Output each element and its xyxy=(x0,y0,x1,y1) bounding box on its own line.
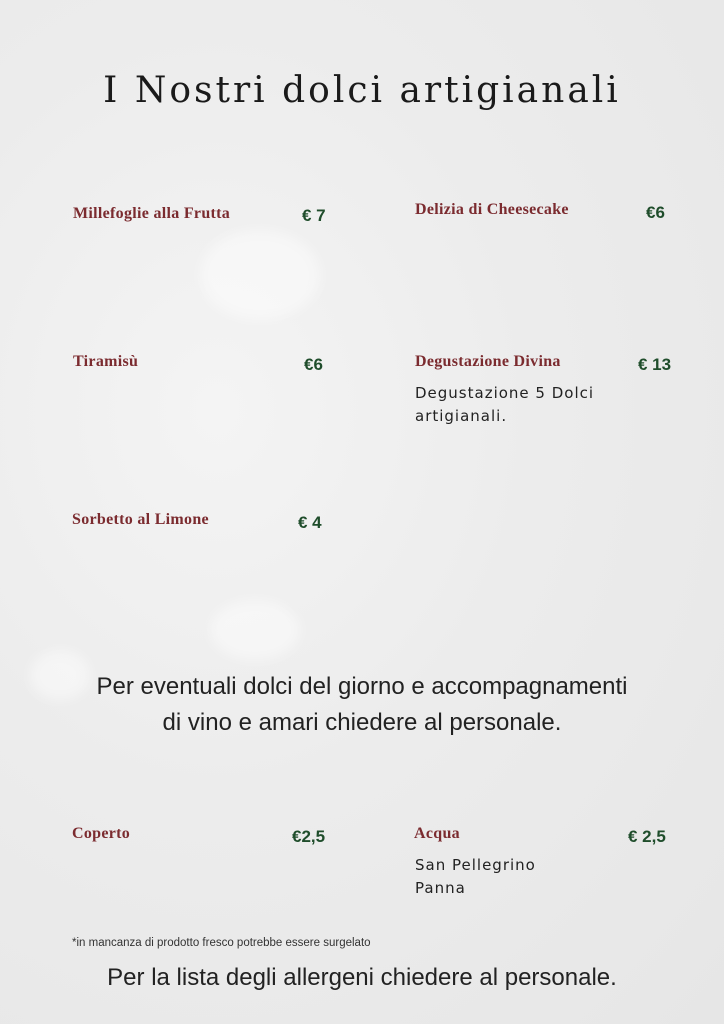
item-name-cheesecake: Delizia di Cheesecake xyxy=(415,201,569,218)
item-price-degustazione: € 13 xyxy=(638,355,672,374)
description-line: artigianali. xyxy=(415,407,508,425)
item-name-millefoglie: Millefoglie alla Frutta xyxy=(73,205,231,222)
item-price-tiramisu: €6 xyxy=(304,355,323,374)
item-price-sorbetto: € 4 xyxy=(298,513,322,532)
description-line: Panna xyxy=(415,879,466,897)
item-name-sorbetto: Sorbetto al Limone xyxy=(72,511,209,528)
info-note-line: Per eventuali dolci del giorno e accompagnamenti xyxy=(96,673,628,700)
item-description-degustazione xyxy=(415,382,594,428)
background-stain xyxy=(200,230,320,320)
background-stain xyxy=(210,600,300,660)
item-name-tiramisu: Tiramisù xyxy=(73,353,139,370)
info-note xyxy=(0,669,724,741)
item-name-degustazione: Degustazione Divina xyxy=(415,353,561,370)
allergens-note: Per la lista degli allergeni chiedere al personale. xyxy=(107,964,617,991)
item-name-acqua: Acqua xyxy=(414,825,460,842)
info-note-line: di vino e amari chiedere al personale. xyxy=(162,709,562,736)
item-name-coperto: Coperto xyxy=(72,825,131,842)
description-line: San Pellegrino xyxy=(415,856,536,874)
item-price-cheesecake: €6 xyxy=(646,203,665,222)
item-description-acqua xyxy=(415,854,536,900)
frozen-product-footnote: *in mancanza di prodotto fresco potrebbe essere surgelato xyxy=(72,937,371,949)
item-price-millefoglie: € 7 xyxy=(302,206,326,225)
description-line: Degustazione 5 Dolci xyxy=(415,384,595,402)
item-price-acqua: € 2,5 xyxy=(628,827,666,846)
page-title: I Nostri dolci artigianali xyxy=(103,70,621,111)
item-price-coperto: €2,5 xyxy=(292,827,326,846)
